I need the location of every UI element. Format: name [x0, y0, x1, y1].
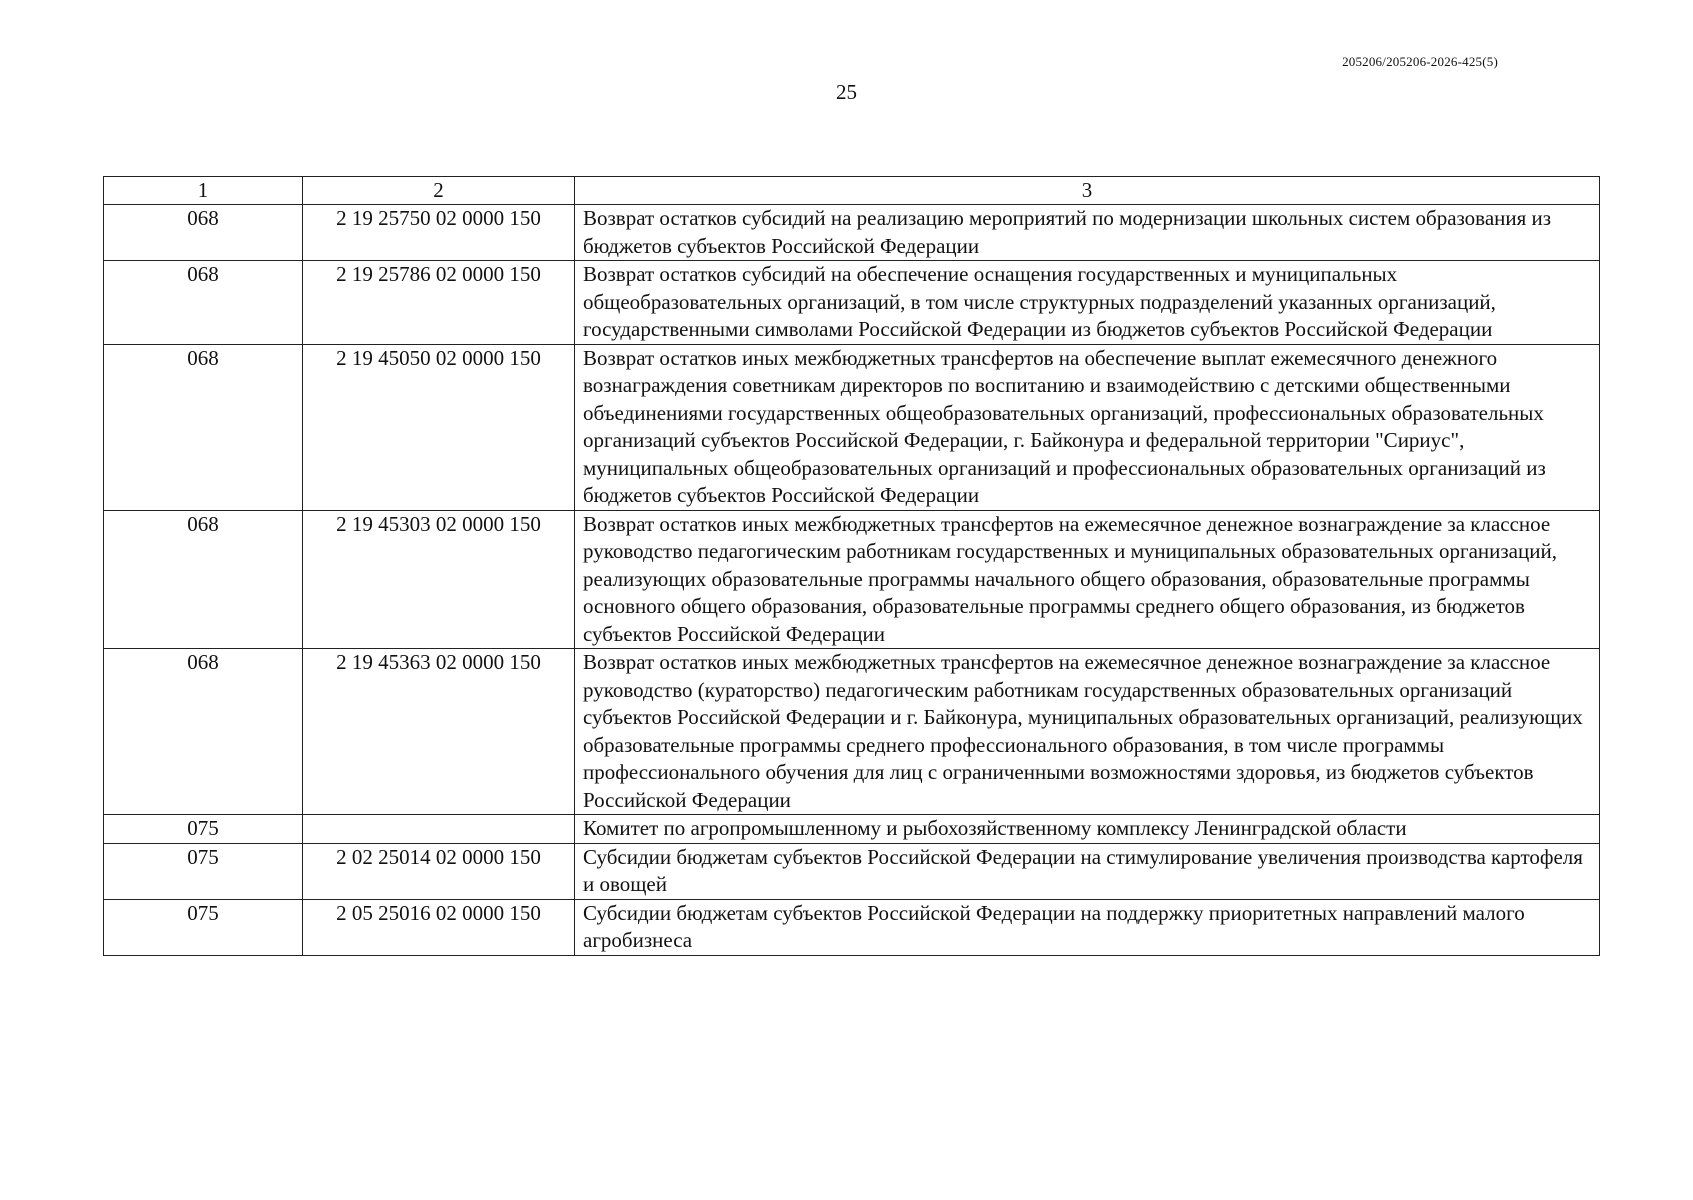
- budget-classification-table: [103, 176, 1600, 956]
- table-row: [104, 899, 1600, 955]
- revenue-code-cell: 2 19 45303 02 0000 150: [303, 510, 575, 649]
- header-column-3: 3: [575, 177, 1600, 205]
- table-row: [104, 344, 1600, 510]
- table-row: [104, 510, 1600, 649]
- administrator-code-cell: 068: [104, 510, 303, 649]
- header-column-1: 1: [104, 177, 303, 205]
- administrator-code-cell: 075: [104, 899, 303, 955]
- administrator-code-cell: 068: [104, 261, 303, 345]
- revenue-name-cell: Субсидии бюджетам субъектов Российской Федерации на поддержку приоритетных направлений малого агробизнеса: [575, 899, 1600, 955]
- header-column-2: 2: [303, 177, 575, 205]
- document-code: 205206/205206-2026-425(5): [1342, 54, 1498, 69]
- table-row: [104, 843, 1600, 899]
- administrator-code-cell: 068: [104, 344, 303, 510]
- revenue-name-cell: Субсидии бюджетам субъектов Российской Федерации на стимулирование увеличения производства картофеля и овощей: [575, 843, 1600, 899]
- revenue-name-cell: Возврат остатков субсидий на обеспечение оснащения государственных и муниципальных общеобразовательных организаций, в том числе структурных подразделений указанных организаций, государственными символами Российской Федерации из бюджетов субъектов Российской Федерации: [575, 261, 1600, 345]
- revenue-name-cell: Возврат остатков иных межбюджетных трансфертов на ежемесячное денежное вознаграждение за классное руководство педагогическим работникам государственных и муниципальных образовательных организаций, реализующих образовательные программы начального общего образования, образовательные программы основного общего образования, образовательные программы среднего общего образования, из бюджетов субъектов Российской Федерации: [575, 510, 1600, 649]
- table-header-row: [104, 177, 1600, 205]
- revenue-code-cell: 2 19 45363 02 0000 150: [303, 649, 575, 815]
- revenue-name-cell: Возврат остатков субсидий на реализацию мероприятий по модернизации школьных систем образования из бюджетов субъектов Российской Федерации: [575, 205, 1600, 261]
- page-number: 25: [836, 80, 857, 104]
- administrator-code-cell: 068: [104, 205, 303, 261]
- table-row: [104, 261, 1600, 345]
- revenue-code-cell: [303, 815, 575, 844]
- administrator-code-cell: 075: [104, 815, 303, 844]
- revenue-name-cell: Возврат остатков иных межбюджетных трансфертов на обеспечение выплат ежемесячного денежного вознаграждения советникам директоров по воспитанию и взаимодействию с детскими общественными объединениями государственных общеобразовательных организаций, профессиональных образовательных организаций субъектов Российской Федерации, г. Байконура и федеральной территории "Сириус", муниципальных общеобразовательных организаций и профессиональных образовательных организаций из бюджетов субъектов Российской Федерации: [575, 344, 1600, 510]
- revenue-code-cell: 2 02 25014 02 0000 150: [303, 843, 575, 899]
- revenue-code-cell: 2 19 25750 02 0000 150: [303, 205, 575, 261]
- administrator-code-cell: 075: [104, 843, 303, 899]
- table-row: [104, 205, 1600, 261]
- administrator-code-cell: 068: [104, 649, 303, 815]
- revenue-code-cell: 2 05 25016 02 0000 150: [303, 899, 575, 955]
- revenue-code-cell: 2 19 45050 02 0000 150: [303, 344, 575, 510]
- table-row: [104, 649, 1600, 815]
- revenue-name-cell: Комитет по агропромышленному и рыбохозяйственному комплексу Ленинградской области: [575, 815, 1600, 844]
- revenue-code-cell: 2 19 25786 02 0000 150: [303, 261, 575, 345]
- table-row: [104, 815, 1600, 844]
- revenue-name-cell: Возврат остатков иных межбюджетных трансфертов на ежемесячное денежное вознаграждение за классное руководство (кураторство) педагогическим работникам государственных образовательных организаций субъектов Российской Федерации и г. Байконура, муниципальных образовательных организаций, реализующих образовательные программы среднего профессионального образования, в том числе программы профессионального обучения для лиц с ограниченными возможностями здоровья, из бюджетов субъектов Российской Федерации: [575, 649, 1600, 815]
